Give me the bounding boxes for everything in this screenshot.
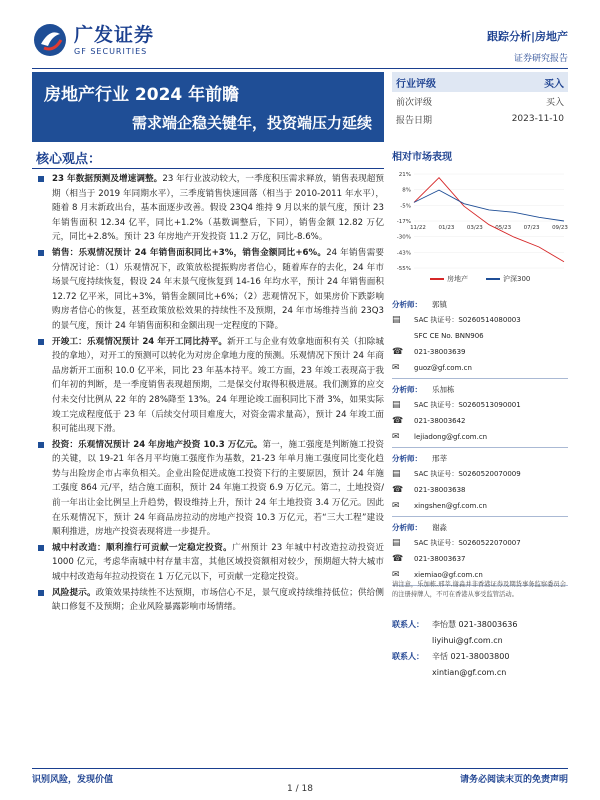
rating-box — [392, 72, 568, 128]
phone-icon: ☎ — [392, 347, 404, 357]
report-date-label: 报告日期 — [396, 115, 433, 126]
contact-name-phone: 李怡慧 021-38003636 — [432, 619, 518, 629]
legend-item — [430, 274, 468, 284]
analyst-sac: SAC 执证号：S0260513090001 — [414, 401, 521, 409]
core-divider — [32, 168, 384, 169]
bullet-lead: 投资：乐观情况预计 24 年房地产投资 10.3 万亿元。 — [52, 439, 263, 450]
bullet-text: 政策效果持续性不达预期，市场信心不足，景气度或持续维持低位；供给侧缺口修复不及预期；企业风险暴露影响市场情绪。 — [52, 587, 384, 613]
header-divider — [32, 68, 568, 69]
footer-slogan: 识别风险，发现价值 — [32, 775, 114, 785]
contact-label: 联系人： — [392, 651, 424, 661]
x-tick-label: 01/23 — [438, 225, 455, 231]
analyst-name: 邢莘 — [432, 453, 447, 463]
contact-label: 联系人： — [392, 619, 424, 629]
bullet-text: 23 年行业波动较大，一季度积压需求释放，销售表现超预期（相当于 2019 年同期水平），三季度销售快速回落（相当于 2010-2011 年水平），随着 8 月末新政出台，基本面逐步改善。假设 23Q4 维持 9 月以来的景气度，预计 23 年销售面积 12.34 亿平，同比+1.2%（基数调整后，下同），销售金额 12.82 万亿元，同比+2.8%。预计 23 年房地产开发投资 11.2 万亿，同比-8.6%。 — [52, 174, 385, 243]
id-card-icon: ▤ — [392, 400, 401, 410]
relative-performance-chart — [392, 168, 568, 288]
analyst-name: 乐加栋 — [432, 384, 455, 394]
core-views-title: 核心观点： — [36, 152, 102, 167]
contact-block — [392, 648, 568, 680]
phone-icon: ☎ — [392, 485, 404, 495]
report-title: 房地产行业 2024 年前瞻 — [44, 85, 240, 105]
analyst-phone: 021-38003637 — [414, 555, 466, 563]
contact-email[interactable]: xintian@gf.com.cn — [432, 667, 507, 677]
contact-block — [392, 616, 568, 648]
analyst-phone: 021-38003642 — [414, 417, 466, 425]
analyst-block — [392, 450, 568, 517]
page-number: 1 / 18 — [287, 784, 313, 794]
legend-item — [486, 274, 530, 284]
logo-chinese: 广发证券 — [74, 23, 155, 46]
bullet-lead: 城中村改造：顺利推行可贡献一定稳定投资。 — [52, 542, 233, 553]
legend-label: 房地产 — [447, 275, 468, 283]
phone-icon: ☎ — [392, 554, 404, 564]
y-tick-label: -55% — [396, 266, 411, 272]
core-bullets — [32, 172, 384, 616]
bullet-item — [32, 172, 384, 245]
analyst-email[interactable]: lejiadong@gf.com.cn — [414, 433, 488, 441]
analyst-block — [392, 381, 568, 448]
license-note: 请注意，乐加栋,邢莘,谢淼并非香港证券及期货事务监察委员会的注册持牌人，不可在香港从事受监管活动。 — [392, 581, 567, 598]
rating-label: 行业评级 — [396, 78, 436, 90]
x-tick-label: 05/23 — [495, 225, 512, 231]
bullet-lead: 开竣工：乐观情况预计 24 年开工同比持平。 — [52, 336, 228, 347]
report-date-row — [392, 110, 568, 128]
industry-rating-row — [392, 72, 568, 92]
series-line — [414, 178, 564, 262]
id-card-icon: ▤ — [392, 469, 401, 479]
analyst-label: 分析师： — [392, 453, 422, 463]
title-banner — [32, 72, 384, 142]
analyst-label: 分析师： — [392, 522, 422, 532]
logo-english: GF SECURITIES — [74, 46, 148, 56]
bullet-item — [32, 586, 384, 615]
analyst-phone: 021-38003639 — [414, 348, 466, 356]
x-tick-label: 11/22 — [410, 225, 426, 231]
legend-swatch — [486, 278, 500, 280]
report-subtitle: 需求端企稳关键年，投资端压力延续 — [131, 114, 372, 132]
prev-rating-value: 买入 — [545, 97, 564, 108]
report-subtype: 证券研究报告 — [513, 54, 568, 64]
y-tick-label: -43% — [396, 250, 411, 257]
bullet-item — [32, 335, 384, 437]
y-tick-label: 8% — [402, 187, 411, 194]
analyst-phone: 021-38003638 — [414, 486, 466, 494]
analyst-label: 分析师： — [392, 384, 422, 394]
analyst-divider — [392, 516, 568, 517]
email-icon: ✉ — [392, 363, 400, 373]
report-type: 跟踪分析|房地产 — [486, 30, 568, 43]
contact-email[interactable]: liyihui@gf.com.cn — [432, 635, 503, 645]
phone-icon: ☎ — [392, 416, 404, 426]
analyst-email[interactable]: xiemiao@gf.com.cn — [414, 571, 483, 579]
legend-label: 沪深300 — [503, 275, 531, 283]
analyst-sac: SAC 执证号：S0260514080003 — [414, 316, 521, 324]
analyst-sfc: SFC CE No. BNN906 — [414, 332, 484, 340]
analyst-divider — [392, 378, 568, 379]
contact-list — [392, 616, 568, 680]
x-tick-label: 09/23 — [552, 225, 568, 231]
x-tick-label: 07/23 — [523, 225, 540, 231]
email-icon: ✉ — [392, 432, 400, 442]
y-tick-label: -17% — [396, 219, 411, 225]
contact-name-phone: 辛恬 021-38003800 — [432, 651, 510, 661]
bullet-item — [32, 246, 384, 334]
x-tick-label: 03/23 — [466, 225, 483, 231]
analyst-name: 郭镇 — [432, 299, 447, 309]
y-tick-label: 21% — [398, 172, 411, 178]
legend-swatch — [430, 278, 444, 280]
chart-legend — [430, 274, 530, 284]
bullet-item — [32, 541, 384, 585]
email-icon: ✉ — [392, 501, 400, 511]
analyst-name: 谢淼 — [432, 522, 447, 532]
bullet-lead: 销售：乐观情况预计 24 年销售面积同比+3%，销售金额同比+6%。 — [52, 247, 327, 258]
email-icon: ✉ — [392, 570, 400, 580]
logo-icon — [32, 22, 68, 58]
bullet-text: 新开工与企业有效拿地面积有关（扣除城投的拿地），对开工的预测可以转化为对房企拿地力度的预测。乐观情况下预计 24 年商品房新开工面积 10.0 亿平米，同比 23 年基本持平。竣工方面，23 年竣工表现高于我们年初的判断，是一季度销售表现超预期，二是保交付取得积极进展。我们测算的应交付未交付比例从 22 年的 28%降至 13%。24 年理论竣工面积同比下滑 3%，如果实际竣工完成程度低于 23 年（后续交付项目难度大，对资金需求量高），预计 24 年竣工面积可能出现下滑。 — [52, 336, 384, 435]
y-tick-label: -5% — [400, 203, 411, 210]
rating-value: 买入 — [544, 78, 564, 90]
analyst-divider — [392, 447, 568, 448]
analyst-list — [392, 296, 568, 588]
id-card-icon: ▤ — [392, 538, 401, 548]
analyst-block — [392, 296, 568, 379]
bullet-lead: 23 年数据预测及增速调整。 — [52, 174, 163, 184]
bullet-lead: 风险提示。 — [52, 587, 96, 598]
footer-divider — [32, 768, 568, 769]
analyst-email[interactable]: xingshen@gf.com.cn — [414, 502, 487, 510]
analyst-sac: SAC 执证号：S0260520070009 — [414, 470, 521, 478]
chart-title: 相对市场表现 — [392, 152, 452, 163]
prev-rating-row — [392, 92, 568, 110]
report-date-value: 2023-11-10 — [511, 114, 564, 124]
company-logo — [32, 22, 154, 58]
analyst-email[interactable]: guoz@gf.com.cn — [414, 364, 472, 372]
prev-rating-label: 前次评级 — [396, 97, 433, 108]
analyst-sac: SAC 执证号：S0260522070007 — [414, 539, 521, 547]
bullet-text: 第一，施工强度是判断施工投资的关键，以 19-21 年各月平均施工强度作为基数，21-23 年单月施工强度同比变化趋势与出险房企市占率负相关。企业出险促进成施工投资下行的主要原因，预计 24 年施工强度 864 元/平，结合施工面积，预计 24 年施工投资 6.9 万亿元。第二，土地投资/前一年出让金比例呈上升趋势，假设维持上升，预计 24 年土地投资 3.4 万亿元。因此在乐观情况下，预计 24 年商品房拉动的房地产投资 10.3 万亿元，若“三大工程”建设顺利推进，房地产投资表现将进一步提升。 — [52, 439, 384, 538]
analyst-label: 分析师： — [392, 299, 422, 309]
y-tick-label: -30% — [396, 234, 411, 241]
bullet-item — [32, 438, 384, 540]
bullet-text: 24 年销售需要分情况讨论：（1）乐观情况下，政策放松提振购房者信心，随着库存的去化，24 年市场景气度持续恢复，假设 24 年末景气度恢复到 14-16 年均水平，预计 24 年销售面积 12.72 亿平米，同比+3%，销售金额同比+6%；（2）悲观情况下，如果房价下跌影响购房者信心的恢复，甚至政策放松效果的持续性不及预期，24 年市场维持当前 23Q3 的景气度，预计 24 年销售面积和金额出现一定程度的下降。 — [52, 247, 385, 331]
bullet-text: 广州预计 23 年城中村改造拉动投资近 1000 亿元，考虑华南城中村存量丰富，其他区域投资额相对较少，预期超大特大城市城中村改造每年拉动投资在 1 万亿元以下，可贡献一定稳定投资。 — [52, 542, 384, 583]
id-card-icon: ▤ — [392, 315, 401, 325]
analyst-block — [392, 519, 568, 586]
footer-disclaimer: 请务必阅读末页的免责声明 — [459, 775, 568, 785]
